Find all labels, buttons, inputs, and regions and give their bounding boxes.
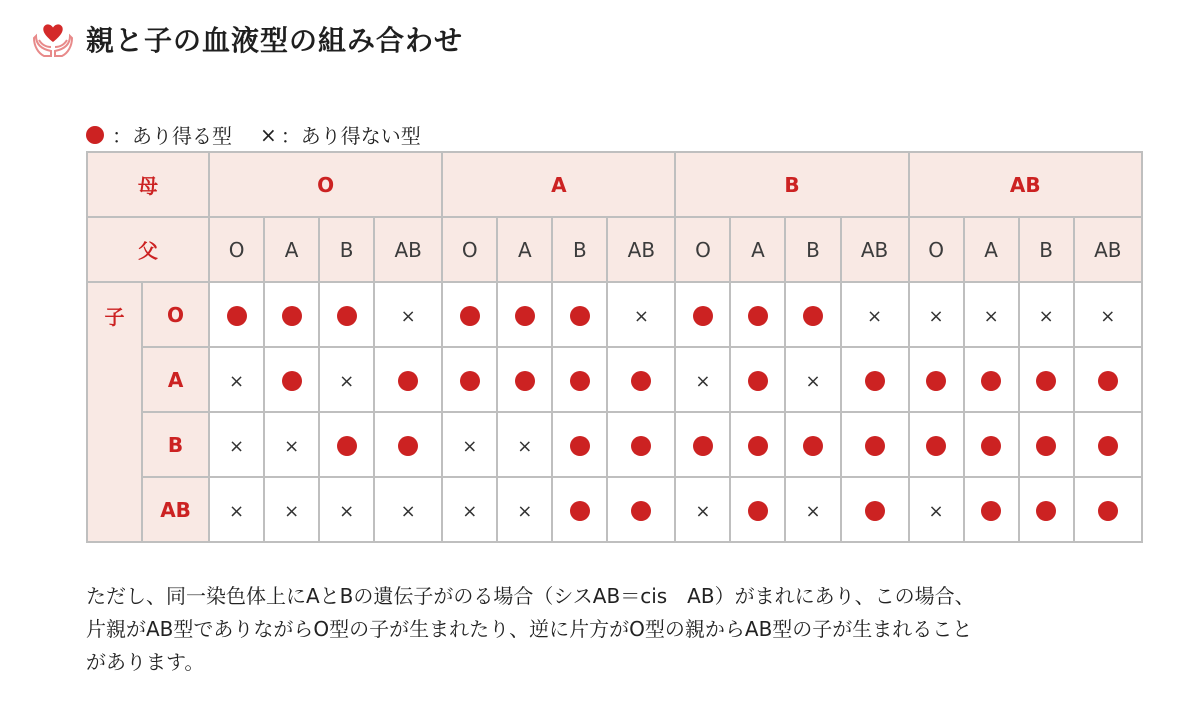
impossible-mark: × [805, 370, 821, 392]
possible-dot-icon [570, 501, 590, 521]
result-cell [841, 412, 909, 477]
father-type-o: O [909, 217, 964, 282]
mother-label: 母 [87, 152, 209, 217]
result-cell [442, 347, 497, 412]
result-cell [1074, 347, 1142, 412]
possible-dot-icon [865, 371, 885, 391]
impossible-mark: × [462, 435, 478, 457]
possible-dot-icon [748, 306, 768, 326]
possible-dot-icon [748, 371, 768, 391]
father-type-a: A [964, 217, 1019, 282]
possible-dot-icon [631, 501, 651, 521]
impossible-mark: × [229, 500, 245, 522]
father-type-ab: AB [374, 217, 442, 282]
father-type-b: B [319, 217, 374, 282]
possible-dot-icon [865, 436, 885, 456]
result-cell [607, 412, 675, 477]
child-type-ab: AB [142, 477, 209, 542]
legend-possible-label: ：あり得る型 [112, 124, 232, 148]
result-cell [264, 477, 319, 542]
result-cell [319, 412, 374, 477]
possible-dot-icon [460, 306, 480, 326]
impossible-mark: × [928, 500, 944, 522]
result-cell [374, 347, 442, 412]
possible-dot-icon [515, 306, 535, 326]
mother-type-a: A [442, 152, 675, 217]
result-cell [497, 282, 552, 347]
possible-dot-icon [398, 371, 418, 391]
result-cell [442, 282, 497, 347]
father-type-ab: AB [607, 217, 675, 282]
result-cell [675, 477, 730, 542]
father-type-b: B [785, 217, 840, 282]
possible-dot-icon [693, 436, 713, 456]
header [32, 18, 463, 60]
possible-dot-icon [337, 306, 357, 326]
possible-dot-icon [570, 306, 590, 326]
possible-dot-icon [1036, 501, 1056, 521]
result-cell [264, 347, 319, 412]
possible-dot-icon [693, 306, 713, 326]
father-type-ab: AB [1074, 217, 1142, 282]
child-label: 子 [87, 282, 142, 542]
mother-type-ab: AB [909, 152, 1142, 217]
blood-type-table [86, 151, 1143, 543]
footnote-line: ただし、同一染色体上にAとBの遺伝子がのる場合（シスAB＝cis AB）がまれにあり、この場合、 [86, 584, 975, 608]
father-type-o: O [675, 217, 730, 282]
result-cell [1074, 477, 1142, 542]
father-type-o: O [209, 217, 264, 282]
possible-dot-icon [460, 371, 480, 391]
result-cell [607, 282, 675, 347]
result-cell [442, 412, 497, 477]
father-type-ab: AB [841, 217, 909, 282]
result-cell [909, 282, 964, 347]
possible-dot-icon [803, 436, 823, 456]
possible-dot-icon [282, 306, 302, 326]
result-cell [730, 477, 785, 542]
result-cell [209, 282, 264, 347]
result-cell [264, 282, 319, 347]
possible-dot-icon [1098, 436, 1118, 456]
result-cell [209, 477, 264, 542]
impossible-mark: × [633, 305, 649, 327]
impossible-mark: × [517, 500, 533, 522]
mother-type-b: B [675, 152, 908, 217]
result-cell [964, 412, 1019, 477]
possible-dot-icon [926, 371, 946, 391]
possible-dot-icon [981, 371, 1001, 391]
possible-dot-icon [570, 371, 590, 391]
result-cell [964, 347, 1019, 412]
result-cell [607, 477, 675, 542]
father-type-b: B [552, 217, 607, 282]
possible-dot-icon [227, 306, 247, 326]
mother-type-o: O [209, 152, 442, 217]
footnote-line: があります。 [86, 650, 205, 674]
impossible-mark: × [928, 305, 944, 327]
result-cell [442, 477, 497, 542]
result-cell [607, 347, 675, 412]
footnote [86, 580, 1166, 679]
result-cell [552, 412, 607, 477]
possible-dot-icon [570, 436, 590, 456]
result-cell [675, 282, 730, 347]
possible-dot-icon [926, 436, 946, 456]
impossible-mark: × [1100, 305, 1116, 327]
impossible-mark: × [229, 370, 245, 392]
result-cell [552, 347, 607, 412]
possible-dot-icon [748, 501, 768, 521]
result-cell [1019, 282, 1074, 347]
result-cell [209, 412, 264, 477]
result-cell [319, 282, 374, 347]
result-cell [552, 477, 607, 542]
impossible-mark: × [805, 500, 821, 522]
result-cell [841, 477, 909, 542]
impossible-mark: × [462, 500, 478, 522]
child-type-a: A [142, 347, 209, 412]
legend-impossible-symbol: × [260, 122, 277, 147]
result-cell [841, 282, 909, 347]
result-cell [730, 412, 785, 477]
impossible-mark: × [695, 500, 711, 522]
result-cell [374, 412, 442, 477]
result-cell [1074, 412, 1142, 477]
father-type-o: O [442, 217, 497, 282]
possible-dot-icon [748, 436, 768, 456]
father-type-a: A [730, 217, 785, 282]
result-cell [319, 347, 374, 412]
result-cell [1019, 347, 1074, 412]
result-cell [209, 347, 264, 412]
result-cell [785, 282, 840, 347]
father-type-a: A [264, 217, 319, 282]
possible-dot-icon [398, 436, 418, 456]
result-cell [374, 477, 442, 542]
possible-dot-icon [1098, 501, 1118, 521]
result-cell [374, 282, 442, 347]
footnote-line: 片親がAB型でありながらO型の子が生まれたり、逆に片方がO型の親からAB型の子が生まれること [86, 617, 973, 641]
possible-dot-icon [631, 436, 651, 456]
result-cell [1074, 282, 1142, 347]
result-cell [675, 347, 730, 412]
result-cell [785, 412, 840, 477]
result-cell [730, 347, 785, 412]
impossible-mark: × [1038, 305, 1054, 327]
possible-dot-icon [803, 306, 823, 326]
result-cell [964, 282, 1019, 347]
impossible-mark: × [517, 435, 533, 457]
result-cell [909, 477, 964, 542]
child-type-b: B [142, 412, 209, 477]
impossible-mark: × [339, 370, 355, 392]
impossible-mark: × [284, 500, 300, 522]
result-cell [964, 477, 1019, 542]
father-type-a: A [497, 217, 552, 282]
possible-dot-icon [1098, 371, 1118, 391]
possible-dot-icon [981, 501, 1001, 521]
possible-dot-icon [86, 126, 104, 144]
father-label: 父 [87, 217, 209, 282]
impossible-mark: × [284, 435, 300, 457]
result-cell [785, 347, 840, 412]
possible-dot-icon [282, 371, 302, 391]
impossible-mark: × [339, 500, 355, 522]
possible-dot-icon [337, 436, 357, 456]
result-cell [1019, 412, 1074, 477]
table-row [87, 412, 1142, 477]
result-cell [497, 477, 552, 542]
impossible-mark: × [866, 305, 883, 327]
result-cell [264, 412, 319, 477]
legend-impossible-label: ：あり得ない型 [280, 124, 421, 148]
result-cell [730, 282, 785, 347]
impossible-mark: × [400, 500, 416, 522]
result-cell [675, 412, 730, 477]
child-type-o: O [142, 282, 209, 347]
possible-dot-icon [1036, 371, 1056, 391]
page-title: 親と子の血液型の組み合わせ [86, 24, 464, 57]
impossible-mark: × [695, 370, 711, 392]
father-type-b: B [1019, 217, 1074, 282]
table-row [87, 347, 1142, 412]
table-row [87, 477, 1142, 542]
possible-dot-icon [981, 436, 1001, 456]
result-cell [909, 347, 964, 412]
result-cell [552, 282, 607, 347]
result-cell [497, 347, 552, 412]
impossible-mark: × [229, 435, 245, 457]
result-cell [1019, 477, 1074, 542]
possible-dot-icon [515, 371, 535, 391]
result-cell [841, 347, 909, 412]
result-cell [497, 412, 552, 477]
result-cell [319, 477, 374, 542]
impossible-mark: × [983, 305, 999, 327]
father-header-row [87, 217, 1142, 282]
possible-dot-icon [631, 371, 651, 391]
table-row [87, 282, 1142, 347]
result-cell [785, 477, 840, 542]
result-cell [909, 412, 964, 477]
possible-dot-icon [1036, 436, 1056, 456]
possible-dot-icon [865, 501, 885, 521]
legend [86, 120, 421, 149]
mother-header-row [87, 152, 1142, 217]
heart-in-hands-icon [32, 18, 74, 60]
impossible-mark: × [400, 305, 416, 327]
